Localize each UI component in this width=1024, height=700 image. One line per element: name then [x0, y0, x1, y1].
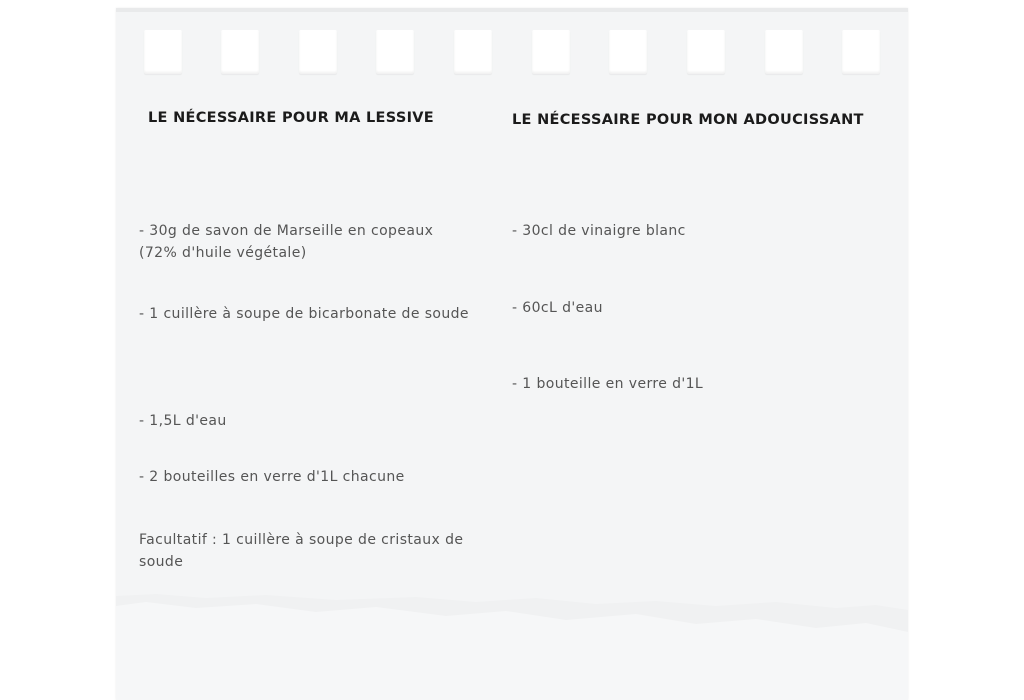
- list-item: Facultatif : 1 cuillère à soupe de cristaux de soude: [139, 532, 464, 570]
- binding-hole: [687, 30, 725, 74]
- binding-hole: [609, 30, 647, 74]
- binding-hole: [765, 30, 803, 74]
- binding-hole: [842, 30, 880, 74]
- binding-hole: [299, 30, 337, 74]
- list-item: - 30cl de vinaigre blanc: [512, 223, 686, 239]
- binding-hole: [221, 30, 259, 74]
- binding-hole: [376, 30, 414, 74]
- torn-paper-edge: [116, 592, 908, 700]
- binding-hole: [144, 30, 182, 74]
- list-item: - 60cL d'eau: [512, 300, 603, 316]
- list-item: - 1,5L d'eau: [139, 413, 227, 429]
- binding-hole: [532, 30, 570, 74]
- right-heading: LE NÉCESSAIRE POUR MON ADOUCISSANT: [512, 112, 864, 128]
- page-top-edge: [116, 8, 908, 12]
- list-item: - 30g de savon de Marseille en copeaux (72% d'huile végétale): [139, 223, 434, 261]
- list-item: - 1 bouteille en verre d'1L: [512, 376, 704, 392]
- binding-hole: [454, 30, 492, 74]
- binding-holes: [116, 30, 908, 80]
- list-item: - 1 cuillère à soupe de bicarbonate de soude: [139, 306, 469, 322]
- left-heading: LE NÉCESSAIRE POUR MA LESSIVE: [148, 110, 434, 126]
- list-item: - 2 bouteilles en verre d'1L chacune: [139, 469, 405, 485]
